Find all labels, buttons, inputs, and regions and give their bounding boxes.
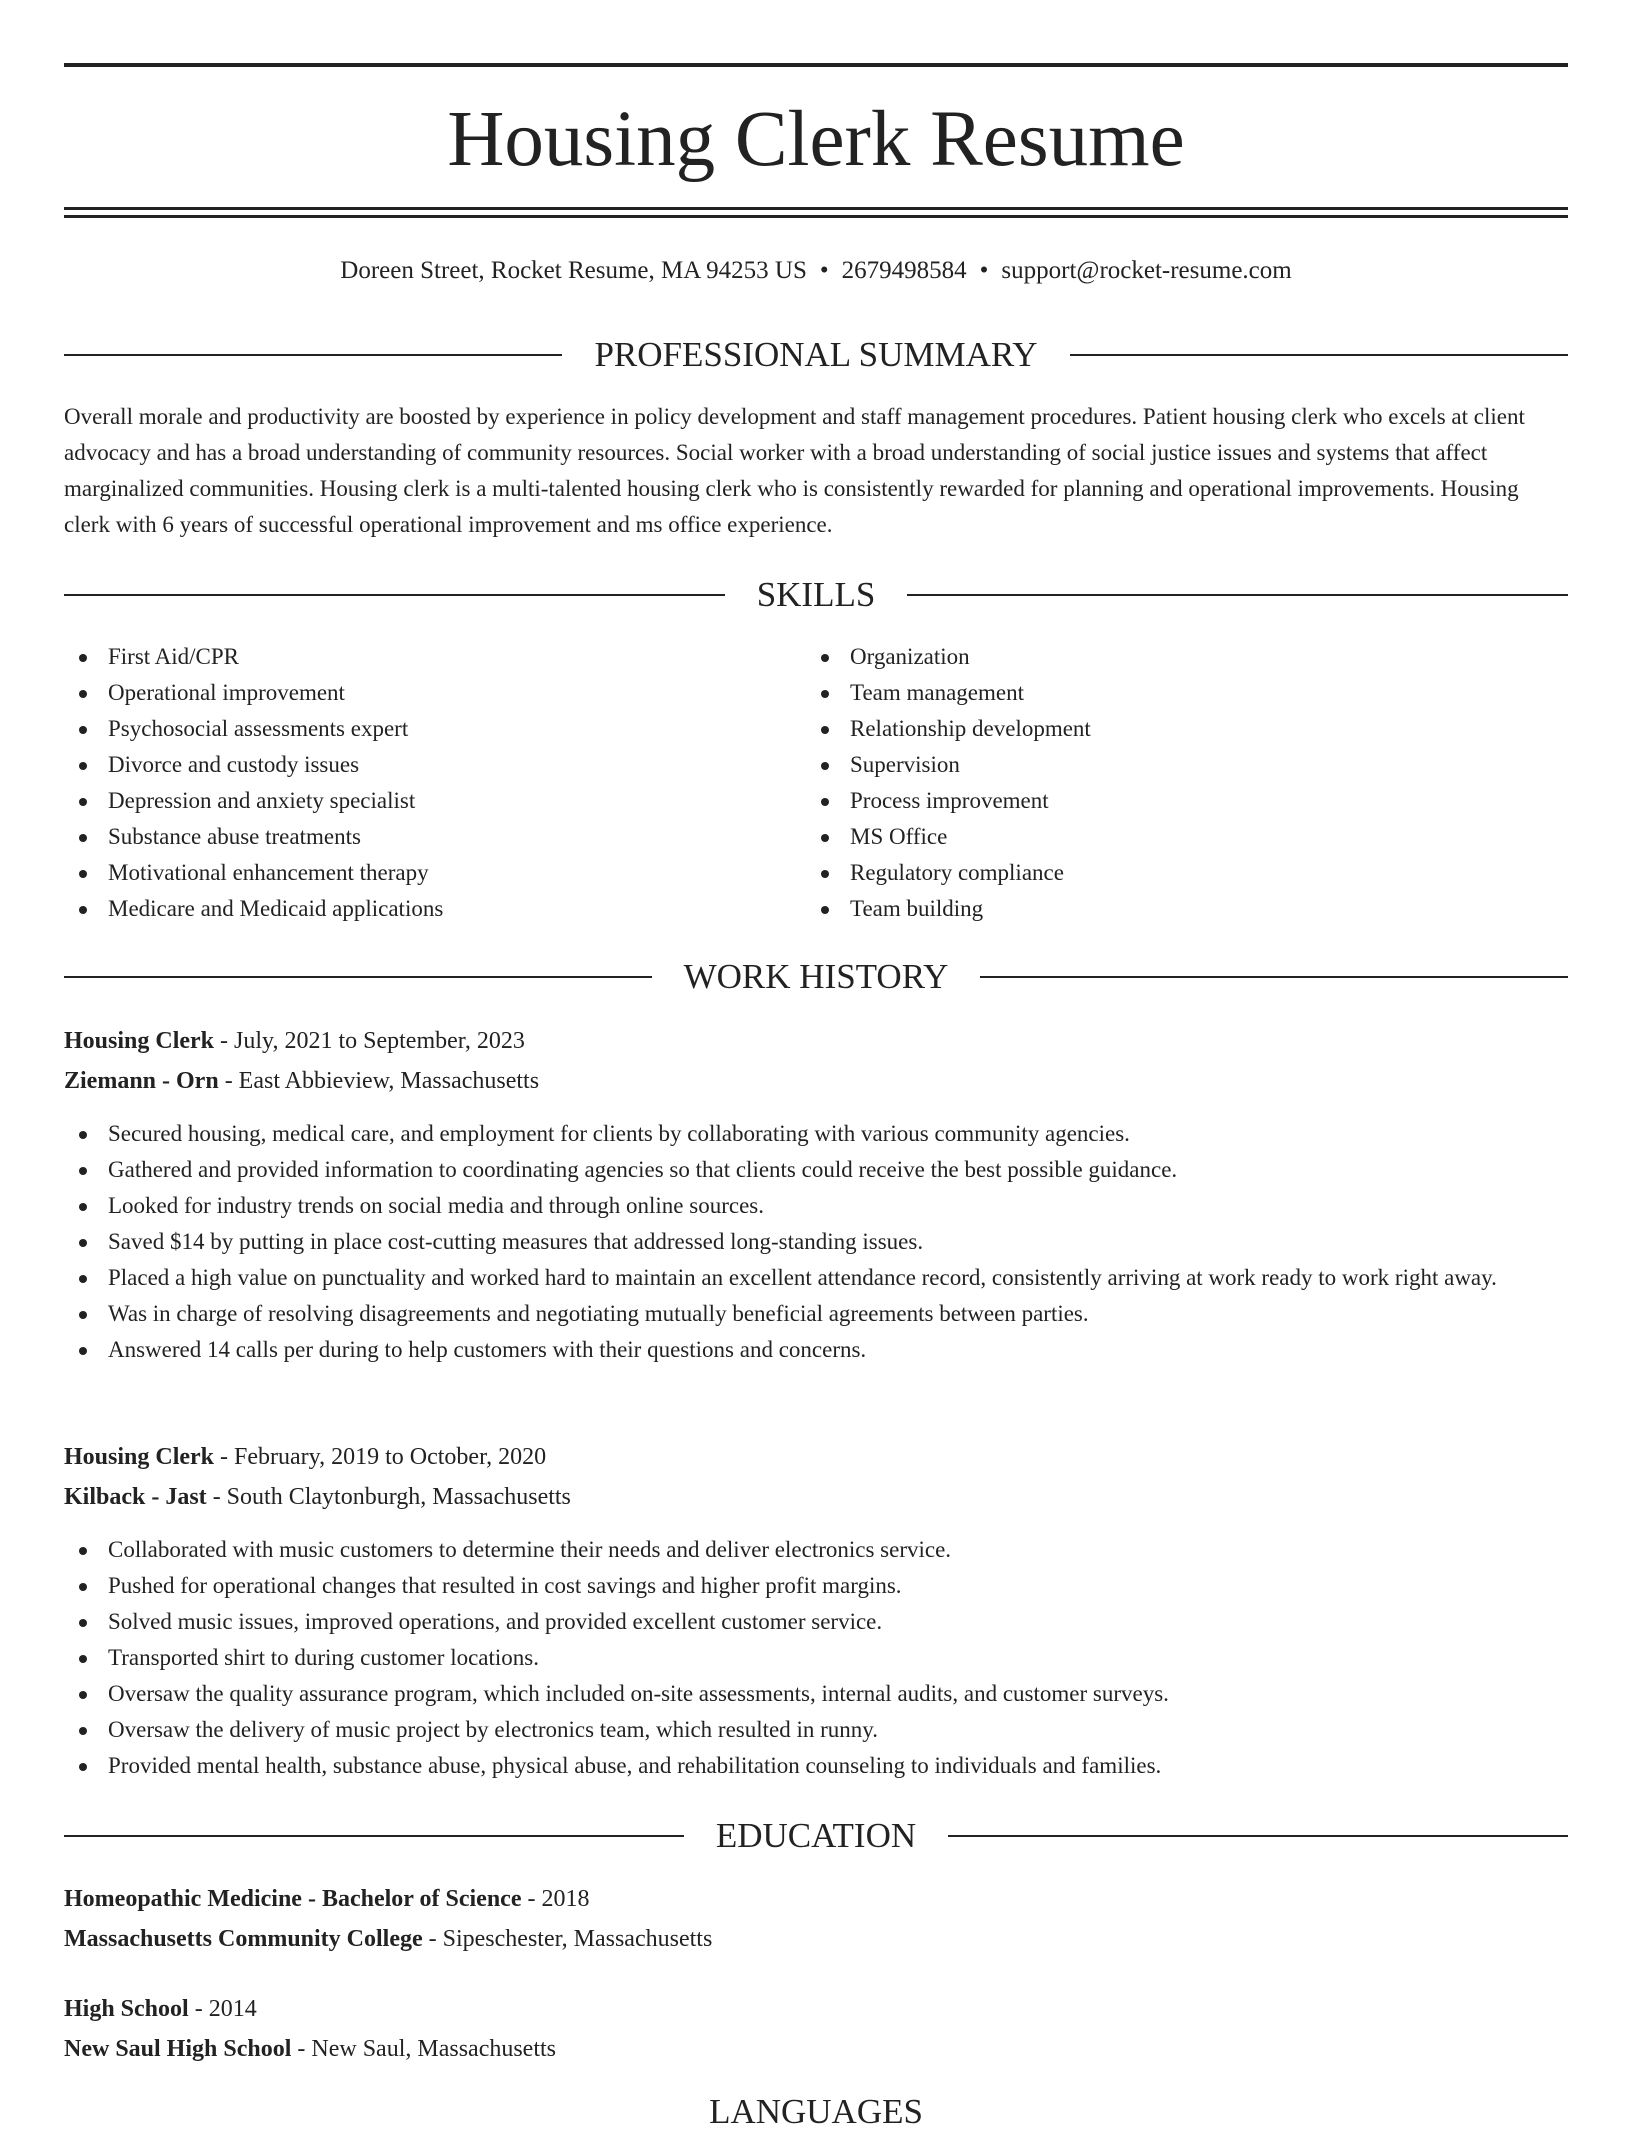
job-bullet: Gathered and provided information to coordinating agencies so that clients could receive the best possible guidance. xyxy=(64,1152,1568,1188)
skill-item: Substance abuse treatments xyxy=(64,819,784,855)
title-double-rule-upper xyxy=(64,207,1568,210)
skill-item: Relationship development xyxy=(806,711,1526,747)
section-title: WORK HISTORY xyxy=(683,957,949,996)
work-section-heading xyxy=(64,955,1568,999)
job-company: Ziemann - Orn xyxy=(64,1068,219,1094)
education-degree-line xyxy=(64,1989,1568,2029)
job-role: Housing Clerk xyxy=(64,1444,215,1470)
job-bullet: Pushed for operational changes that resulted in cost savings and higher profit margins. xyxy=(64,1568,1568,1604)
resume-title: Housing Clerk Resume xyxy=(447,96,1185,183)
job-bullets xyxy=(64,1116,1568,1368)
contact-address: Doreen Street, Rocket Resume, MA 94253 US xyxy=(340,257,807,284)
skill-item: Organization xyxy=(806,639,1526,675)
skill-item: Team management xyxy=(806,675,1526,711)
summary-section-heading xyxy=(64,333,1568,377)
job-bullet: Collaborated with music customers to determine their needs and deliver electronics service. xyxy=(64,1532,1568,1568)
job-dates: - July, 2021 to September, 2023 xyxy=(214,1028,525,1054)
job-bullet: Oversaw the delivery of music project by electronics team, which resulted in runny. xyxy=(64,1712,1568,1748)
section-title: SKILLS xyxy=(756,575,876,614)
section-title: LANGUAGES xyxy=(709,2092,923,2131)
education-school-line xyxy=(64,2029,1568,2069)
skill-item: Regulatory compliance xyxy=(806,855,1526,891)
skill-item: Medicare and Medicaid applications xyxy=(64,891,784,927)
skills-list-left xyxy=(64,639,784,927)
title-double-rule-lower xyxy=(64,215,1568,218)
heading-rule xyxy=(1070,354,1568,356)
skill-item: First Aid/CPR xyxy=(64,639,784,675)
job-bullet: Secured housing, medical care, and employment for clients by collaborating with various community agencies. xyxy=(64,1116,1568,1152)
heading-rule xyxy=(64,354,562,356)
job-bullets xyxy=(64,1532,1568,1784)
heading-rule xyxy=(907,594,1568,596)
job-dates: - February, 2019 to October, 2020 xyxy=(214,1444,547,1470)
job-location: - East Abbieview, Massachusetts xyxy=(218,1068,540,1094)
job-role: Housing Clerk xyxy=(64,1028,215,1054)
languages-section-heading xyxy=(64,2090,1568,2134)
education-section-heading xyxy=(64,1814,1568,1858)
top-rule xyxy=(64,63,1568,67)
job-bullet: Oversaw the quality assurance program, which included on-site assessments, internal audits, and customer surveys. xyxy=(64,1676,1568,1712)
skill-item: Motivational enhancement therapy xyxy=(64,855,784,891)
contact-line xyxy=(0,254,1632,288)
job-bullet: Placed a high value on punctuality and worked hard to maintain an excellent attendance record, consistently arriving at work ready to work right away. xyxy=(64,1260,1568,1296)
skill-item: Divorce and custody issues xyxy=(64,747,784,783)
job-bullet: Looked for industry trends on social media and through online sources. xyxy=(64,1188,1568,1224)
skill-item: Team building xyxy=(806,891,1526,927)
job-bullet: Was in charge of resolving disagreements and negotiating mutually beneficial agreements between parties. xyxy=(64,1296,1568,1332)
contact-separator: • xyxy=(979,257,989,284)
skill-item: Supervision xyxy=(806,747,1526,783)
summary-text: Overall morale and productivity are boosted by experience in policy development and staff management procedures. Patient housing clerk who excels at client advocacy and has a broad understanding of community resources. Social worker with a broad understanding of social justice issues and systems that affect marginalized communities. Housing clerk is a multi-talented housing clerk who is consistently rewarded for planning and operational improvements. Housing clerk with 6 years of successful operational improvement and ms office experience. xyxy=(64,404,1525,537)
heading-rule xyxy=(64,1835,684,1837)
job-employer-line xyxy=(64,1061,1568,1101)
skill-item: Psychosocial assessments expert xyxy=(64,711,784,747)
job-bullet: Answered 14 calls per during to help customers with their questions and concerns. xyxy=(64,1332,1568,1368)
job-bullet: Transported shirt to during customer locations. xyxy=(64,1640,1568,1676)
job-title-line xyxy=(64,1437,1568,1477)
education-school: New Saul High School xyxy=(64,2036,292,2062)
education-location: - Sipeschester, Massachusetts xyxy=(422,1926,713,1952)
section-title: PROFESSIONAL SUMMARY xyxy=(594,335,1038,374)
contact-separator: • xyxy=(819,257,829,284)
job-bullet: Provided mental health, substance abuse, physical abuse, and rehabilitation counseling to individuals and families. xyxy=(64,1748,1568,1784)
section-title: EDUCATION xyxy=(715,1816,917,1855)
education-school: Massachusetts Community College xyxy=(64,1926,423,1952)
education-school-line xyxy=(64,1919,1568,1959)
skill-item: Operational improvement xyxy=(64,675,784,711)
job-title-line xyxy=(64,1021,1568,1061)
skill-item: Depression and anxiety specialist xyxy=(64,783,784,819)
job-bullet: Saved $14 by putting in place cost-cutting measures that addressed long-standing issues. xyxy=(64,1224,1568,1260)
education-year: - 2018 xyxy=(521,1886,590,1912)
heading-rule xyxy=(948,1835,1568,1837)
education-degree: Homeopathic Medicine - Bachelor of Science xyxy=(64,1886,522,1912)
job-company: Kilback - Jast xyxy=(64,1484,207,1510)
contact-phone: 2679498584 xyxy=(841,257,967,284)
education-degree-line xyxy=(64,1879,1568,1919)
education-degree: High School xyxy=(64,1996,189,2022)
contact-email[interactable]: support@rocket-resume.com xyxy=(1001,257,1292,284)
heading-rule xyxy=(64,594,725,596)
education-location: - New Saul, Massachusetts xyxy=(291,2036,557,2062)
skill-item: MS Office xyxy=(806,819,1526,855)
job-employer-line xyxy=(64,1477,1568,1517)
skills-list-right xyxy=(806,639,1526,927)
skill-item: Process improvement xyxy=(806,783,1526,819)
skills-section-heading xyxy=(64,573,1568,617)
heading-rule xyxy=(64,976,652,978)
job-bullet: Solved music issues, improved operations, and provided excellent customer service. xyxy=(64,1604,1568,1640)
job-location: - South Claytonburgh, Massachusetts xyxy=(206,1484,571,1510)
heading-rule xyxy=(980,976,1568,978)
education-year: - 2014 xyxy=(188,1996,257,2022)
